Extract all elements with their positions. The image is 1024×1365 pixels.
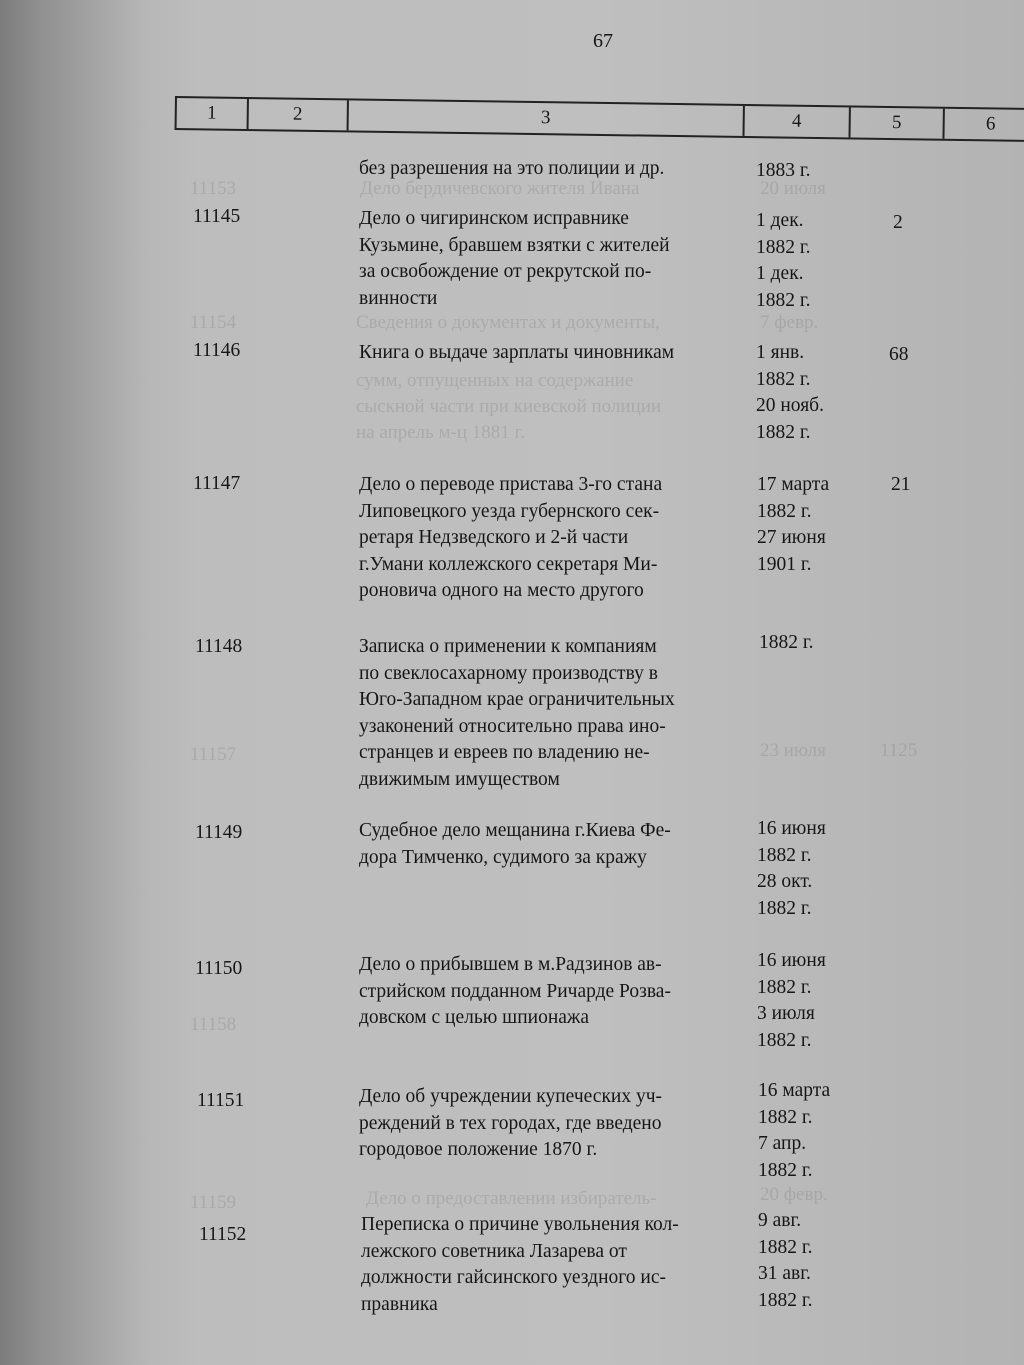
date-line: 16 марта bbox=[758, 1080, 831, 1101]
entry-number: 11152 bbox=[199, 1224, 247, 1245]
column-header-6: 6 bbox=[985, 113, 996, 135]
continuation-description bbox=[359, 156, 749, 183]
date-line: 1882 г. bbox=[759, 632, 814, 653]
entry-description bbox=[359, 340, 749, 367]
entry-number: 11145 bbox=[193, 206, 241, 227]
entry-number: 11147 bbox=[193, 473, 241, 494]
date-line: 7 апр. bbox=[758, 1133, 807, 1154]
entry-number: 11150 bbox=[195, 958, 243, 979]
description-line: Записка о применении к компаниям bbox=[359, 636, 657, 657]
description-line: Переписка о причине увольнения кол- bbox=[361, 1214, 679, 1235]
description-line: дора Тимченко, судимого за кражу bbox=[359, 846, 647, 868]
date-line: 1882 г. bbox=[756, 236, 811, 258]
description-line: должности гайсинского уездного ис- bbox=[361, 1267, 666, 1288]
date-line: 1882 г. bbox=[758, 1159, 813, 1181]
entry-dates bbox=[757, 816, 867, 922]
column-header-3: 3 bbox=[349, 100, 745, 136]
description-line: Липовецкого уезда губернского сек- bbox=[359, 500, 660, 522]
entry-description bbox=[359, 952, 749, 1032]
page-fold-shadow bbox=[0, 0, 150, 1365]
description-line: ретаря Недзведского и 2-й части bbox=[359, 527, 629, 548]
date-line: 1882 г. bbox=[757, 500, 812, 522]
entry-description bbox=[359, 472, 749, 605]
date-line: 1882 г. bbox=[758, 1289, 813, 1311]
entry-description bbox=[359, 1084, 749, 1164]
date-line: 1882 г. bbox=[756, 368, 811, 390]
column-header-1: 1 bbox=[177, 98, 249, 129]
entry-dates bbox=[757, 948, 867, 1054]
description-line: без разрешения на это полиции и др. bbox=[359, 158, 665, 179]
description-line: лежского советника Лазарева от bbox=[361, 1240, 627, 1262]
date-line: 20 нояб. bbox=[756, 395, 824, 416]
description-line: Книга о выдаче зарплаты чиновникам bbox=[359, 342, 675, 363]
column-header-5: 5 bbox=[850, 107, 944, 138]
description-line: Дело об учреждении купеческих уч- bbox=[359, 1086, 663, 1107]
description-line: стрийском подданном Ричарде Розва- bbox=[359, 980, 671, 1002]
entry-description bbox=[359, 206, 749, 312]
description-line: городовое положение 1870 г. bbox=[359, 1139, 598, 1160]
date-line: 1 дек. bbox=[756, 263, 804, 284]
entry-number: 11148 bbox=[195, 636, 243, 657]
date-line: 3 июля bbox=[757, 1003, 815, 1024]
entry-sheets: 2 bbox=[893, 212, 903, 233]
bleed-through: 11153 Дело бердичевского жителя Ивана 20 июля 11154 Сведения о документах и документы, 7 февр. сумм, отпущенных на содержание сыскной части при киевской полиции на апрель м-ц 1881 г. 11157 23 июля 1125 11158 11159 Дело о предоставлении избиратель- 20 февр. bbox=[190, 178, 918, 1213]
description-line: Судебное дело мещанина г.Киева Фе- bbox=[359, 820, 671, 841]
entry-dates bbox=[758, 1078, 868, 1184]
entry-number: 11146 bbox=[193, 340, 241, 361]
date-line: 1882 г. bbox=[757, 897, 812, 919]
description-line: реждений в тех городах, где введено bbox=[359, 1112, 662, 1134]
date-line: 1901 г. bbox=[757, 553, 812, 575]
entry-number: 11149 bbox=[195, 822, 243, 843]
date-line: 1882 г. bbox=[756, 421, 811, 443]
entry-dates bbox=[757, 472, 867, 578]
description-line: Дело о прибывшем в м.Радзинов ав- bbox=[359, 954, 662, 975]
date-line: 1882 г. bbox=[757, 976, 812, 998]
description-line: узаконений относительно права ино- bbox=[359, 715, 666, 737]
description-line: странцев и евреев по владению не- bbox=[359, 742, 650, 763]
date-line: 1882 г. bbox=[756, 289, 811, 311]
description-line: по свеклосахарному производству в bbox=[359, 662, 658, 684]
description-line: Кузьмине, бравшем взятки с жителей bbox=[359, 234, 670, 256]
description-line: движимым имуществом bbox=[359, 768, 560, 790]
entry-sheets: 68 bbox=[889, 344, 909, 365]
entry-description bbox=[359, 634, 749, 793]
date-line: 1882 г. bbox=[758, 1236, 813, 1258]
date-line: 27 июня bbox=[757, 527, 826, 548]
column-header-table bbox=[175, 96, 1024, 142]
date-line: 16 июня bbox=[757, 950, 826, 971]
date-line: 1882 г. bbox=[757, 844, 812, 866]
date-line: 16 июня bbox=[757, 818, 826, 839]
entry-dates bbox=[759, 630, 869, 657]
date-line: 1882 г. bbox=[758, 1106, 813, 1128]
description-line: Дело о чигиринском исправнике bbox=[359, 208, 629, 229]
date-line: 1 янв. bbox=[756, 342, 805, 363]
description-line: роновича одного на место другого bbox=[359, 580, 644, 601]
description-line: довском с целью шпионажа bbox=[359, 1007, 590, 1028]
entry-dates bbox=[758, 1208, 868, 1314]
entry-dates bbox=[756, 208, 866, 314]
description-line: правника bbox=[361, 1293, 438, 1315]
date-line: 9 авг. bbox=[758, 1210, 802, 1231]
page-number: 67 bbox=[593, 30, 613, 52]
date-line: 28 окт. bbox=[757, 871, 813, 892]
description-line: г.Умани коллежского секретаря Ми- bbox=[359, 553, 658, 575]
date-line: 1883 г. bbox=[756, 160, 811, 181]
description-line: Юго-Западном крае ограничительных bbox=[359, 689, 675, 710]
entry-description bbox=[361, 1212, 751, 1318]
entry-dates bbox=[756, 340, 866, 446]
column-header-4: 4 bbox=[744, 106, 850, 137]
entry-sheets: 21 bbox=[891, 474, 911, 495]
entry-description bbox=[359, 818, 749, 871]
description-line: Дело о переводе пристава 3-го стана bbox=[359, 474, 663, 495]
description-line: за освобождение от рекрутской по- bbox=[359, 261, 652, 282]
continuation-date bbox=[756, 158, 866, 185]
date-line: 31 авг. bbox=[758, 1263, 811, 1284]
date-line: 1 дек. bbox=[756, 210, 804, 231]
entry-number: 11151 bbox=[197, 1090, 245, 1111]
date-line: 1882 г. bbox=[757, 1029, 812, 1051]
date-line: 17 марта bbox=[757, 474, 830, 495]
description-line: винности bbox=[359, 287, 438, 309]
column-header-2: 2 bbox=[249, 99, 349, 130]
